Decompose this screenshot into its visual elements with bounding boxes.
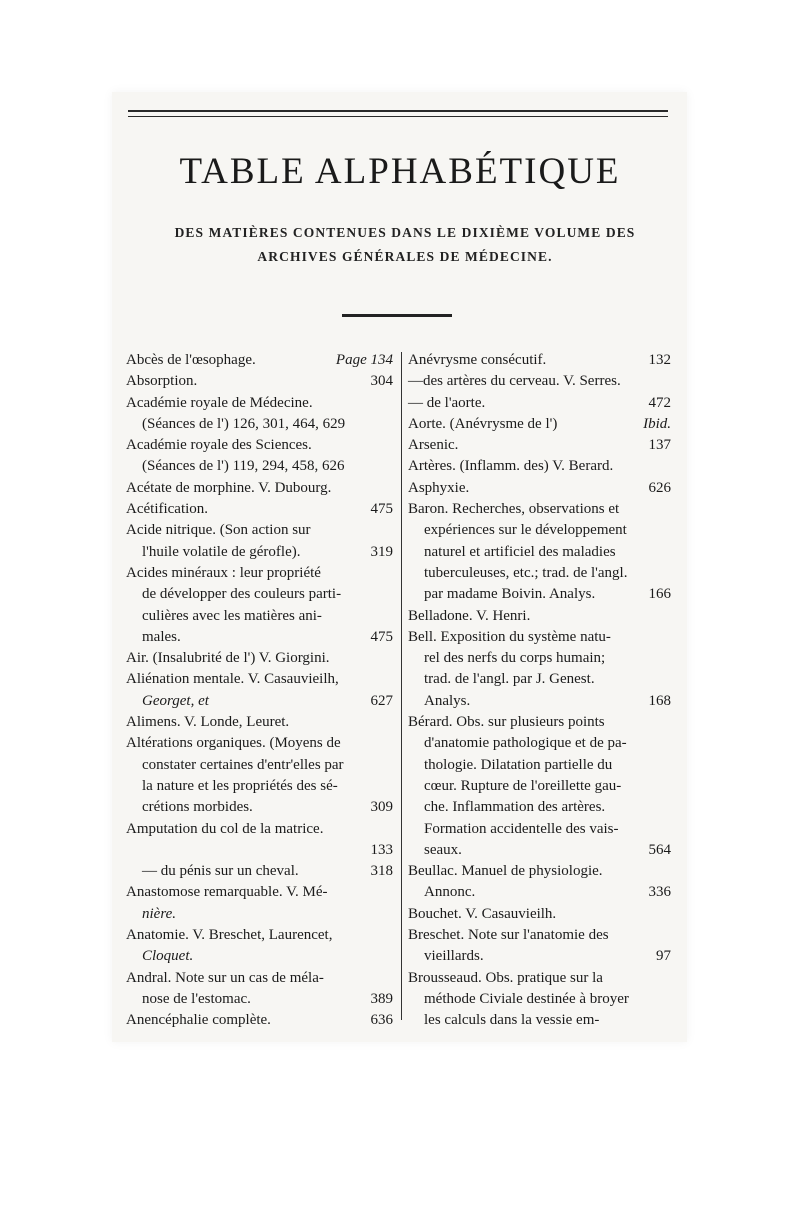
index-entry bbox=[408, 499, 671, 520]
index-entry bbox=[408, 350, 671, 371]
entry-text: par madame Boivin. Analys. bbox=[424, 586, 596, 603]
entry-page: 309 bbox=[370, 799, 393, 816]
index-entry bbox=[408, 478, 671, 499]
column-divider bbox=[401, 352, 402, 1020]
entry-text: Cloquet. bbox=[142, 948, 194, 965]
index-entry bbox=[126, 542, 393, 563]
entry-text: Anastomose remarquable. V. Mé- bbox=[126, 884, 328, 901]
entry-text: Andral. Note sur un cas de méla- bbox=[126, 969, 324, 986]
index-entry bbox=[408, 563, 671, 584]
entry-page: 475 bbox=[370, 628, 393, 645]
entry-text: Baron. Recherches, observations et bbox=[408, 501, 620, 518]
index-entry bbox=[126, 350, 393, 371]
entry-text: Analys. bbox=[424, 692, 471, 709]
index-entry bbox=[126, 712, 393, 733]
entry-text: Brousseaud. Obs. pratique sur la bbox=[408, 969, 603, 986]
entry-text: Anatomie. V. Breschet, Laurencet, bbox=[126, 927, 333, 944]
index-entry bbox=[408, 882, 671, 903]
entry-text: Belladone. V. Henri. bbox=[408, 607, 531, 624]
index-entry bbox=[126, 755, 393, 776]
index-entry bbox=[126, 797, 393, 818]
index-entry bbox=[408, 584, 671, 605]
entry-text: Anévrysme consécutif. bbox=[408, 352, 547, 368]
page-title: TABLE ALPHABÉTIQUE bbox=[179, 151, 621, 192]
entry-text: les calculs dans la vessie em- bbox=[424, 1012, 600, 1029]
index-entry bbox=[408, 819, 671, 840]
entry-text: Acides minéraux : leur propriété bbox=[126, 564, 321, 581]
index-entry bbox=[126, 606, 393, 627]
index-entry bbox=[126, 669, 393, 690]
index-entry bbox=[126, 584, 393, 605]
entry-page: Ibid. bbox=[643, 415, 671, 432]
entry-text: Asphyxie. bbox=[408, 479, 470, 496]
entry-text: Altérations organiques. (Moyens de bbox=[126, 735, 341, 752]
index-entry bbox=[408, 733, 671, 754]
entry-page: 304 bbox=[370, 373, 393, 390]
index-entry bbox=[408, 606, 671, 627]
entry-text: Aorte. (Anévrysme de l') bbox=[408, 415, 558, 432]
index-column-left bbox=[126, 350, 393, 1032]
index-entry bbox=[126, 861, 393, 882]
index-entry bbox=[126, 371, 393, 392]
entry-text: (Séances de l') 119, 294, 458, 626 bbox=[142, 458, 345, 475]
entry-text: Académie royale des Sciences. bbox=[126, 437, 312, 454]
index-entry bbox=[126, 414, 393, 435]
index-entry bbox=[126, 989, 393, 1010]
index-entry bbox=[126, 435, 393, 456]
entry-text: Arsenic. bbox=[408, 437, 459, 454]
entry-page: 137 bbox=[648, 437, 671, 454]
entry-text: la nature et les propriétés des sé- bbox=[142, 777, 338, 794]
index-entry bbox=[126, 904, 393, 925]
entry-text: seaux. bbox=[424, 841, 462, 858]
entry-page: 389 bbox=[370, 990, 393, 1007]
index-entry bbox=[408, 669, 671, 690]
entry-text: Air. (Insalubrité de l') V. Giorgini. bbox=[126, 650, 330, 667]
entry-text: constater certaines d'entr'elles par bbox=[142, 756, 344, 773]
entry-text: culières avec les matières ani- bbox=[142, 607, 322, 624]
index-entry bbox=[408, 712, 671, 733]
top-double-rule bbox=[128, 110, 668, 117]
entry-text: vieillards. bbox=[424, 948, 484, 965]
index-entry bbox=[126, 691, 393, 712]
index-entry bbox=[408, 691, 671, 712]
entry-text: tuberculeuses, etc.; trad. de l'angl. bbox=[424, 564, 628, 581]
entry-text: méthode Civiale destinée à broyer bbox=[424, 990, 629, 1007]
entry-text: nière. bbox=[142, 905, 177, 922]
index-entry bbox=[408, 1010, 671, 1031]
entry-text: Acide nitrique. (Son action sur bbox=[126, 522, 311, 539]
index-entry bbox=[408, 776, 671, 797]
entry-page: 168 bbox=[648, 692, 671, 709]
entry-text: Formation accidentelle des vais- bbox=[424, 820, 619, 837]
index-entry bbox=[126, 478, 393, 499]
entry-text: Beullac. Manuel de physiologie. bbox=[408, 863, 603, 880]
entry-page: 97 bbox=[656, 948, 671, 965]
entry-text: Bouchet. V. Casauvieilh. bbox=[408, 905, 557, 922]
index-entry bbox=[408, 946, 671, 967]
entry-text: l'huile volatile de gérofle). bbox=[142, 543, 301, 560]
entry-text: Annonc. bbox=[424, 884, 476, 901]
entry-text: Acétification. bbox=[126, 501, 209, 518]
index-entry bbox=[126, 882, 393, 903]
index-entry bbox=[126, 520, 393, 541]
entry-text: —des artères du cerveau. V. Serres. bbox=[408, 373, 621, 390]
entry-page: 564 bbox=[648, 841, 671, 858]
entry-text: Georget, et bbox=[142, 692, 209, 709]
index-entry bbox=[126, 499, 393, 520]
entry-text: che. Inflammation des artères. bbox=[424, 799, 606, 816]
index-entry bbox=[408, 456, 671, 477]
entry-page: 626 bbox=[648, 479, 671, 496]
index-entry bbox=[408, 435, 671, 456]
entry-text: Académie royale de Médecine. bbox=[126, 394, 313, 411]
index-entry bbox=[126, 563, 393, 584]
entry-text: nose de l'estomac. bbox=[142, 990, 251, 1007]
entry-text: de développer des couleurs parti- bbox=[142, 586, 342, 603]
index-entry bbox=[408, 989, 671, 1010]
entry-text: expériences sur le développement bbox=[424, 522, 627, 539]
entry-text: Acétate de morphine. V. Dubourg. bbox=[126, 479, 332, 496]
entry-page: 475 bbox=[370, 501, 393, 518]
index-entry bbox=[408, 840, 671, 861]
entry-page: 627 bbox=[370, 692, 393, 709]
entry-text: rel des nerfs du corps humain; bbox=[424, 650, 606, 667]
entry-text: d'anatomie pathologique et de pa- bbox=[424, 735, 627, 752]
entry-text: — de l'aorte. bbox=[408, 394, 486, 411]
index-entry bbox=[408, 755, 671, 776]
index-entry bbox=[126, 776, 393, 797]
entry-text: Abcès de l'œsophage. bbox=[126, 352, 256, 368]
section-rule bbox=[342, 314, 452, 317]
entry-text: cœur. Rupture de l'oreillette gau- bbox=[424, 777, 622, 794]
index-entry bbox=[408, 393, 671, 414]
entry-page: Page 134 bbox=[335, 352, 393, 368]
entry-page: 132 bbox=[648, 352, 671, 368]
index-entry bbox=[126, 456, 393, 477]
entry-text: trad. de l'angl. par J. Genest. bbox=[424, 671, 595, 688]
entry-page: 336 bbox=[648, 884, 671, 901]
index-entry bbox=[408, 520, 671, 541]
entry-text: Alimens. V. Londe, Leuret. bbox=[126, 714, 290, 731]
entry-text: Amputation du col de la matrice. bbox=[126, 820, 324, 837]
entry-text: (Séances de l') 126, 301, 464, 629 bbox=[142, 415, 346, 432]
entry-text: Anencéphalie complète. bbox=[126, 1012, 271, 1029]
entry-page: 319 bbox=[370, 543, 393, 560]
index-entry bbox=[408, 414, 671, 435]
entry-text: Aliénation mentale. V. Casauvieilh, bbox=[126, 671, 339, 688]
index-entry bbox=[126, 648, 393, 669]
index-entry bbox=[408, 627, 671, 648]
entry-text: Artères. (Inflamm. des) V. Berard. bbox=[408, 458, 614, 475]
index-entry bbox=[126, 1010, 393, 1031]
index-entry bbox=[408, 371, 671, 392]
entry-text: Bell. Exposition du système natu- bbox=[408, 628, 611, 645]
entry-text: naturel et artificiel des maladies bbox=[424, 543, 616, 560]
index-entry bbox=[126, 627, 393, 648]
index-entry bbox=[126, 968, 393, 989]
entry-page: 133 bbox=[370, 841, 393, 858]
index-entry bbox=[408, 797, 671, 818]
index-entry bbox=[126, 946, 393, 967]
index-entry bbox=[408, 861, 671, 882]
index-column-right bbox=[408, 350, 671, 1032]
index-entry bbox=[126, 733, 393, 754]
entry-text: Breschet. Note sur l'anatomie des bbox=[408, 927, 609, 944]
entry-text: — du pénis sur un cheval. bbox=[142, 863, 299, 880]
entry-page: 318 bbox=[370, 863, 393, 880]
entry-text: Absorption. bbox=[126, 373, 198, 390]
index-entry bbox=[408, 925, 671, 946]
index-entry bbox=[126, 393, 393, 414]
entry-text: Bérard. Obs. sur plusieurs points bbox=[408, 714, 605, 731]
index-entry bbox=[408, 904, 671, 925]
subtitle-line-2: ARCHIVES GÉNÉRALES DE MÉDECINE. bbox=[257, 249, 553, 264]
index-entry bbox=[408, 968, 671, 989]
entry-text: males. bbox=[142, 628, 181, 645]
index-entry bbox=[126, 925, 393, 946]
entry-text: thologie. Dilatation partielle du bbox=[424, 756, 613, 773]
index-entry bbox=[126, 840, 393, 861]
index-entry bbox=[126, 819, 393, 840]
entry-page: 166 bbox=[648, 586, 671, 603]
entry-page: 472 bbox=[648, 394, 671, 411]
entry-text: crétions morbides. bbox=[142, 799, 253, 816]
entry-page: 636 bbox=[370, 1012, 393, 1029]
index-entry bbox=[408, 542, 671, 563]
subtitle-line-1: DES MATIÈRES CONTENUES DANS LE DIXIÈME VOLUME DES bbox=[174, 225, 636, 240]
index-entry bbox=[408, 648, 671, 669]
